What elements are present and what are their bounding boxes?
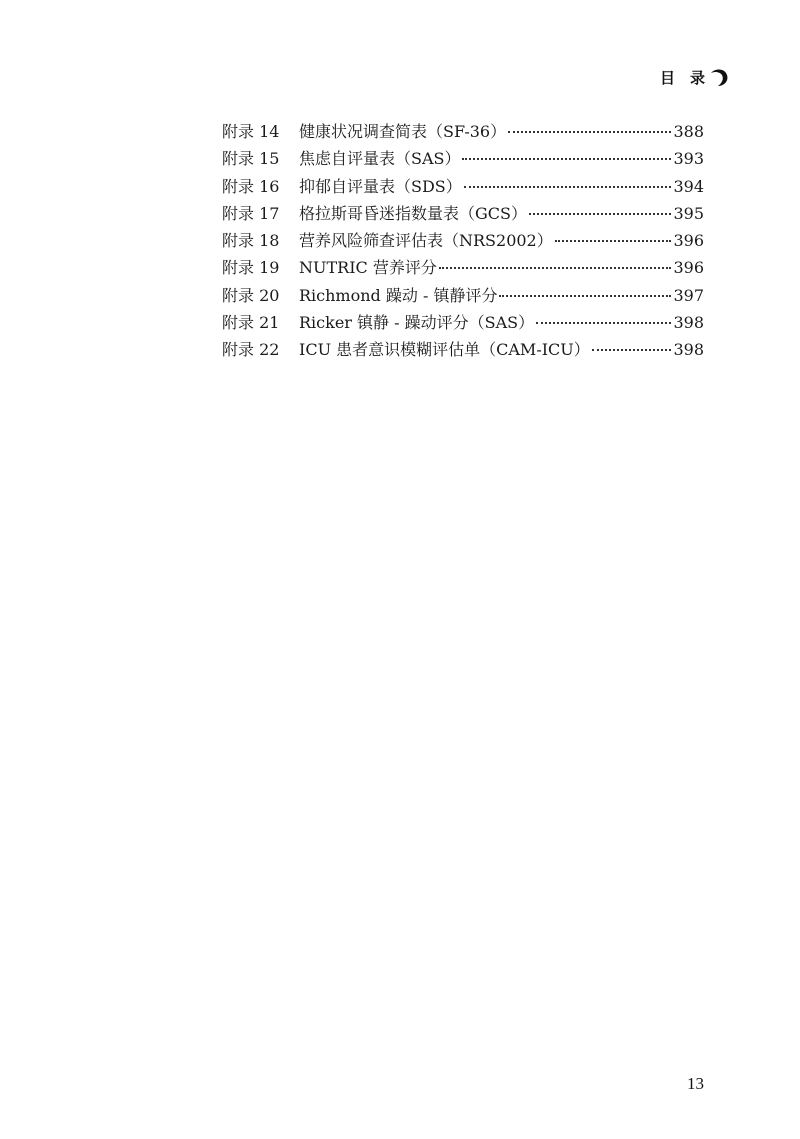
entry-page-number: 398 bbox=[673, 313, 704, 333]
dot-leader bbox=[508, 130, 671, 133]
entry-title: 格拉斯哥昏迷指数量表（GCS） bbox=[299, 203, 527, 223]
entry-label: 附录 15 bbox=[222, 149, 280, 169]
entry-label: 附录 14 bbox=[222, 122, 280, 141]
toc-entry[interactable] bbox=[222, 254, 704, 281]
entry-label: 附录 22 bbox=[222, 340, 280, 360]
dot-leader bbox=[464, 185, 672, 188]
toc-entry[interactable] bbox=[222, 145, 704, 172]
dot-leader bbox=[462, 157, 671, 160]
toc-entry[interactable] bbox=[222, 309, 704, 336]
entry-page-number: 393 bbox=[673, 149, 704, 169]
toc-entry[interactable] bbox=[222, 282, 704, 309]
brush-swirl-icon bbox=[708, 66, 730, 88]
entry-title: Richmond 躁动 - 镇静评分 bbox=[299, 285, 498, 305]
entry-title: 健康状况调查简表（SF-36） bbox=[299, 122, 507, 141]
dot-leader bbox=[555, 239, 672, 242]
toc-entry[interactable] bbox=[222, 173, 704, 200]
entry-label: 附录 21 bbox=[222, 313, 280, 333]
header-title: 目 录 bbox=[659, 68, 705, 87]
dot-leader bbox=[536, 321, 671, 324]
entry-label: 附录 20 bbox=[222, 285, 280, 305]
entry-title: 营养风险筛查评估表（NRS2002） bbox=[299, 231, 553, 251]
entry-page-number: 398 bbox=[673, 340, 704, 360]
toc-entry[interactable] bbox=[222, 200, 704, 227]
toc-entry[interactable] bbox=[222, 227, 704, 254]
entry-page-number: 396 bbox=[673, 231, 704, 251]
page-number: 13 bbox=[687, 1074, 704, 1093]
entry-page-number: 396 bbox=[673, 258, 704, 278]
entry-label: 附录 17 bbox=[222, 203, 280, 223]
entry-title: 抑郁自评量表（SDS） bbox=[299, 176, 462, 196]
entry-page-number: 388 bbox=[673, 122, 704, 141]
entry-page-number: 395 bbox=[673, 203, 704, 223]
entry-title: ICU 患者意识模糊评估单（CAM-ICU） bbox=[299, 340, 590, 360]
dot-leader bbox=[592, 348, 672, 351]
entry-title: Ricker 镇静 - 躁动评分（SAS） bbox=[299, 313, 535, 333]
entry-title: NUTRIC 营养评分 bbox=[299, 258, 437, 278]
entry-label: 附录 16 bbox=[222, 176, 280, 196]
table-of-contents bbox=[222, 118, 704, 364]
entry-label: 附录 18 bbox=[222, 231, 280, 251]
dot-leader bbox=[439, 266, 672, 269]
running-header bbox=[660, 64, 730, 90]
entry-title: 焦虑自评量表（SAS） bbox=[299, 149, 461, 169]
entry-page-number: 394 bbox=[673, 176, 704, 196]
entry-page-number: 397 bbox=[673, 285, 704, 305]
toc-entry[interactable] bbox=[222, 118, 704, 145]
dot-leader bbox=[499, 294, 671, 297]
entry-label: 附录 19 bbox=[222, 258, 280, 278]
toc-entry[interactable] bbox=[222, 336, 704, 363]
dot-leader bbox=[529, 212, 671, 215]
